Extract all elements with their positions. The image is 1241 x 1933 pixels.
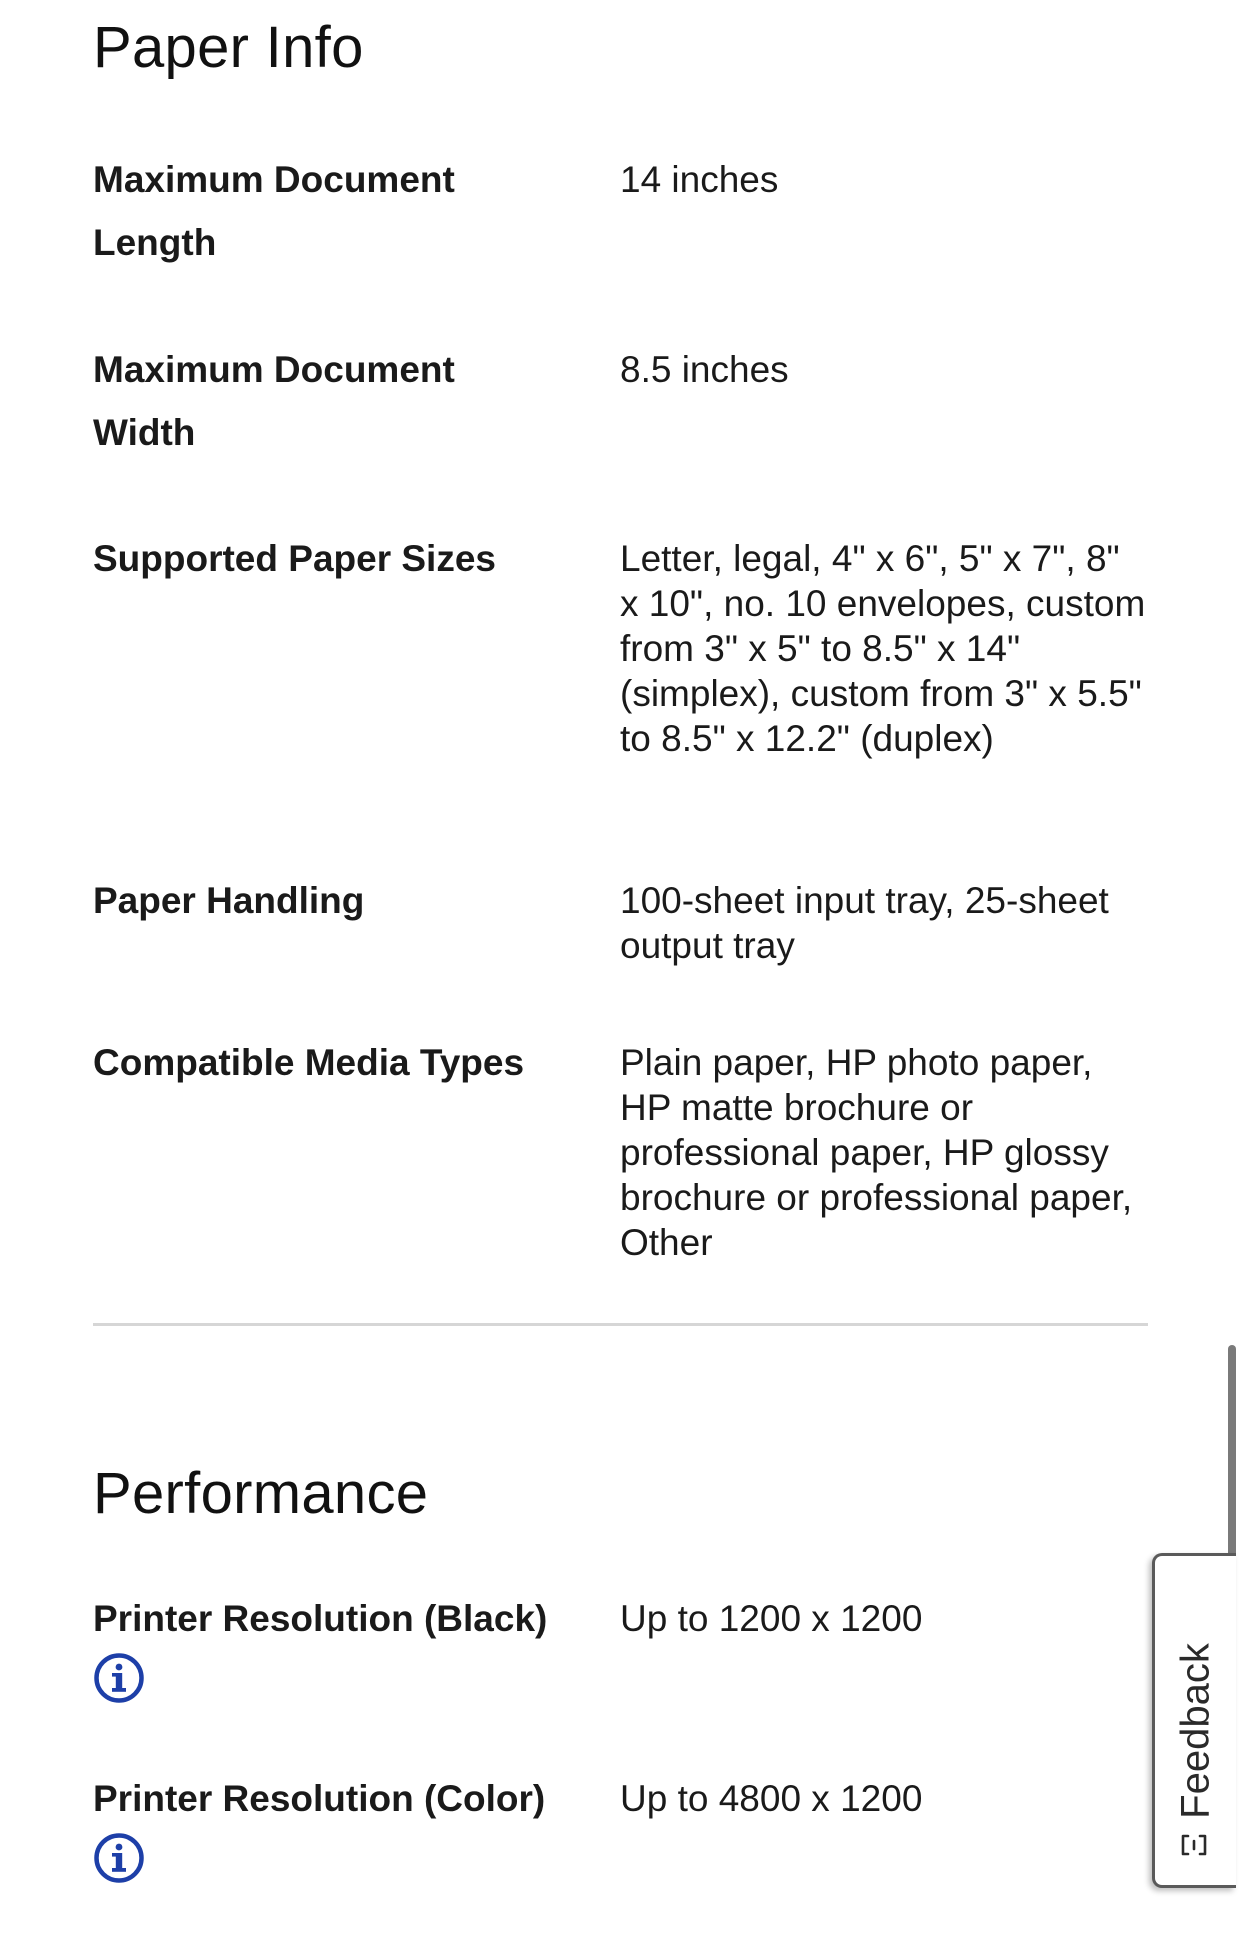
spec-row-paper-sizes (93, 527, 1148, 761)
spec-label: Printer Resolution (Black) (93, 1598, 548, 1639)
spec-value: Plain paper, HP photo paper, HP matte brochure or professional paper, HP glossy brochure or professional paper, Other (620, 1042, 1133, 1263)
spec-value: Letter, legal, 4" x 6", 5" x 7", 8" x 10", no. 10 envelopes, custom from 3" x 5" to 8.5" x 14" (simplex), custom from 3" x 5.5" to 8.5" x 12.2" (duplex) (620, 538, 1146, 759)
section-title-performance: Performance (93, 1461, 429, 1526)
spec-label-with-info (93, 1767, 620, 1884)
spec-row-max-width (93, 338, 1148, 464)
spec-value: 8.5 inches (620, 349, 789, 390)
spec-label: Maximum Document Width (93, 349, 455, 453)
section-divider (93, 1323, 1148, 1326)
info-icon[interactable] (93, 1832, 145, 1884)
feedback-icon (1179, 1830, 1209, 1860)
spec-label: Paper Handling (93, 880, 365, 921)
spec-label-with-info (93, 1587, 620, 1704)
spec-value: 100-sheet input tray, 25-sheet output tray (620, 880, 1109, 966)
spec-row-resolution-color (93, 1767, 1148, 1884)
scrollbar-thumb[interactable] (1228, 1345, 1236, 1585)
spec-label: Printer Resolution (Color) (93, 1778, 546, 1819)
spec-value: Up to 1200 x 1200 (620, 1598, 923, 1639)
spec-row-paper-handling (93, 869, 1148, 968)
spec-row-resolution-black (93, 1587, 1148, 1704)
spec-label: Compatible Media Types (93, 1042, 525, 1083)
spec-label: Maximum Document Length (93, 159, 455, 263)
spec-row-max-length (93, 148, 1148, 274)
section-title-paper-info: Paper Info (93, 15, 364, 80)
spec-value: 14 inches (620, 159, 779, 200)
spec-label: Supported Paper Sizes (93, 538, 496, 579)
spec-row-media-types (93, 1031, 1148, 1265)
feedback-label: Feedback (1173, 1643, 1217, 1819)
info-icon[interactable] (93, 1652, 145, 1704)
spec-value: Up to 4800 x 1200 (620, 1778, 923, 1819)
feedback-button[interactable] (1152, 1553, 1236, 1888)
